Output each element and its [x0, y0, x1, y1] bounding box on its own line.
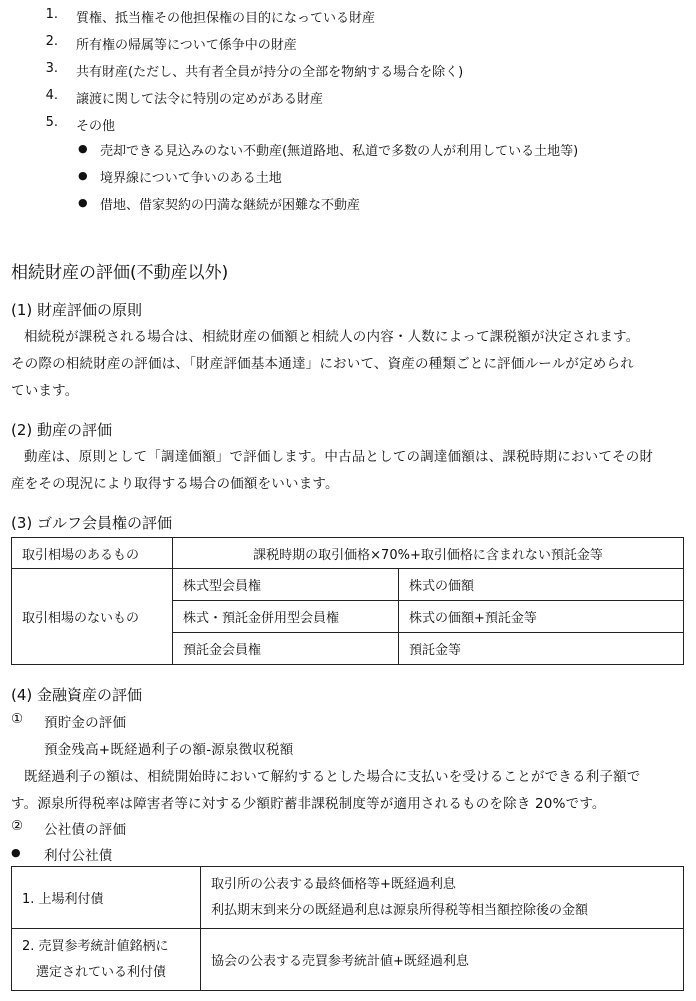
paragraph-line: 産をその現況により取得する場合の価額をいいます。 [11, 476, 339, 492]
section-title: 相続財産の評価(不動産以外) [11, 263, 229, 283]
circled-one-marker: ① [11, 711, 24, 727]
list-number: 4. [45, 88, 58, 103]
list-item: 所有権の帰属等について係争中の財産 [76, 38, 297, 53]
bullet-icon: ● [11, 846, 21, 859]
list-item: その他 [76, 119, 116, 134]
list-number: 1. [45, 7, 58, 22]
table-cell: 株式の価額+預託金等 [399, 601, 684, 633]
table-cell: 取引相場のないもの [12, 569, 173, 665]
bullet-icon: ● [78, 142, 88, 155]
table-cell: 課税時期の取引価格×70%+取引価格に含まれない預託金等 [173, 538, 684, 569]
heading-principles: (1) 財産評価の原則 [11, 301, 143, 319]
list-number: 3. [45, 61, 58, 76]
table-cell: 株式・預託金併用型会員権 [173, 601, 399, 633]
table-cell: 株式型会員権 [173, 569, 399, 601]
table-cell: 協会の公表する売買参考統計値+既経過利息 [201, 929, 684, 991]
heading-golf-membership: (3) ゴルフ会員権の評価 [11, 514, 173, 532]
sub-list-item: 境界線について争いのある土地 [100, 171, 282, 186]
sub-list-item: 売却できる見込みのない不動産(無道路地、私道で多数の人が利用している土地等) [100, 144, 579, 159]
table-cell: 預託金会員権 [173, 633, 399, 665]
paragraph-line: その際の相続財産の評価は、「財産評価基本通達」において、資産の種類ごとに評価ルールが定められ [11, 356, 634, 372]
table-cell-line: 2. 売買参考統計値銘柄に [22, 938, 169, 954]
list-item: 譲渡に関して法令に特別の定めがある財産 [76, 92, 324, 107]
list-number: 5. [45, 115, 58, 130]
golf-membership-table [11, 537, 684, 665]
bullet-icon: ● [78, 196, 88, 209]
bond-valuation-table [11, 866, 684, 991]
formula: 預金残高+既経過利子の額-源泉徴収税額 [44, 742, 294, 758]
paragraph-line: 相続税が課税される場合は、相続財産の価額と相続人の内容・人数によって課税額が決定されます。 [24, 329, 640, 345]
table-cell: 1. 上場利付債 [12, 867, 201, 929]
paragraph-line: す。源泉所得税率は障害者等に対する少額貯蓄非課税制度等が適用されるものを除き 20%です。 [11, 796, 606, 812]
sub-list-item: 借地、借家契約の円満な継続が困難な不動産 [100, 198, 361, 213]
table-cell-line: 取引所の公表する最終価格等+既経過利息 [211, 876, 456, 892]
table-cell: 預託金等 [399, 633, 684, 665]
table-cell [12, 929, 201, 991]
table-cell-line: 選定されている利付債 [36, 964, 167, 980]
subheading-savings: 預貯金の評価 [44, 715, 127, 731]
paragraph-line: 動産は、原則として「調達価額」で評価します。中古品としての調達価額は、課税時期においてその財 [24, 449, 654, 465]
table-cell: 株式の価額 [399, 569, 684, 601]
circled-two-marker: ② [11, 818, 24, 834]
table-cell: 取引相場のあるもの [12, 538, 173, 569]
heading-financial-assets: (4) 金融資産の評価 [11, 686, 143, 704]
list-item: 質権、抵当権その他担保権の目的になっている財産 [76, 11, 376, 26]
table-cell-line: 利払期末到来分の既経過利息は源泉所得税等相当額控除後の金額 [211, 902, 589, 918]
subheading-coupon-bonds: 利付公社債 [44, 848, 113, 864]
paragraph-line: 既経過利子の額は、相続開始時において解約するとした場合に支払いを受けることができる利子額で [24, 769, 641, 785]
subheading-bonds: 公社債の評価 [44, 822, 127, 838]
list-number: 2. [45, 34, 58, 49]
heading-movables: (2) 動産の評価 [11, 421, 113, 439]
paragraph-line: ています。 [11, 383, 79, 399]
bullet-icon: ● [78, 169, 88, 182]
table-cell [201, 867, 684, 929]
list-item: 共有財産(ただし、共有者全員が持分の全部を物納する場合を除く) [76, 65, 464, 80]
